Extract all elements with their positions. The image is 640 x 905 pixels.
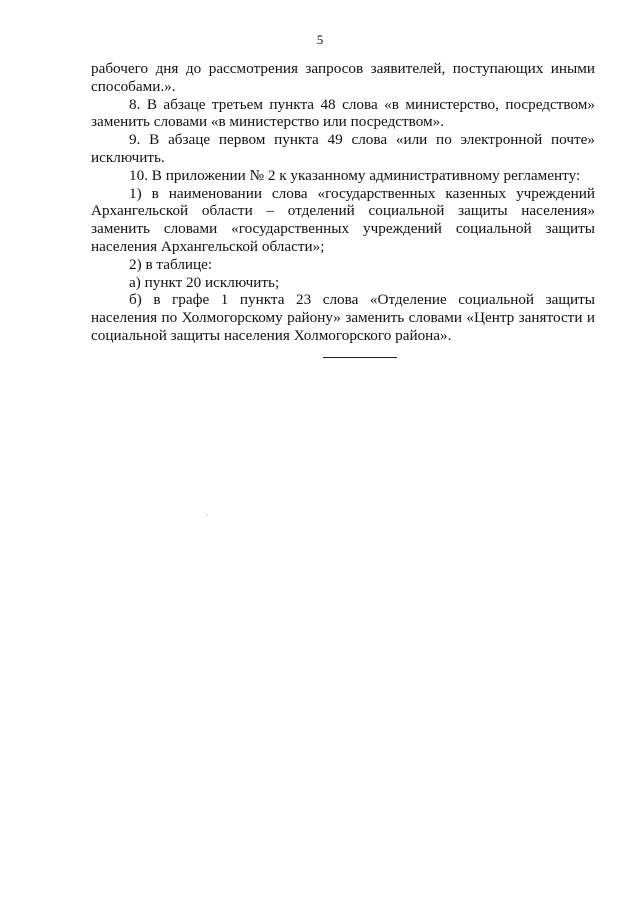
paragraph-subitem-a: а) пункт 20 исключить; xyxy=(129,273,280,291)
paragraph-subitem-2: 2) в таблице: xyxy=(129,255,213,273)
paragraph-subitem-b: б) в графе 1 пункта 23 слова «Отделение социальной защиты населения по Холмогорскому району» заменить словами «Центр занятости и социальной защиты населения Холмогорского района». xyxy=(91,291,595,344)
paragraph-item-10: 10. В приложении № 2 к указанному административному регламенту: xyxy=(129,166,581,184)
paragraph-subitem-1: 1) в наименовании слова «государственных казенных учреждений Архангельской области – отделений социальной защиты населения» заменить словами «государственных учреждений социальной защиты населения Архангельской области»; xyxy=(91,184,595,255)
paragraph-continuation: рабочего дня до рассмотрения запросов заявителей, поступающих иными способами.». xyxy=(91,60,595,95)
paragraph-item-9: 9. В абзаце первом пункта 49 слова «или по электронной почте» исключить. xyxy=(91,131,595,166)
scan-speck xyxy=(207,515,208,516)
end-of-document-rule xyxy=(323,357,397,358)
paragraph-item-8: 8. В абзаце третьем пункта 48 слова «в министерство, посредством» заменить словами «в министерство или посредством». xyxy=(91,95,595,131)
page-number: 5 xyxy=(316,32,324,47)
document-body xyxy=(91,60,595,358)
